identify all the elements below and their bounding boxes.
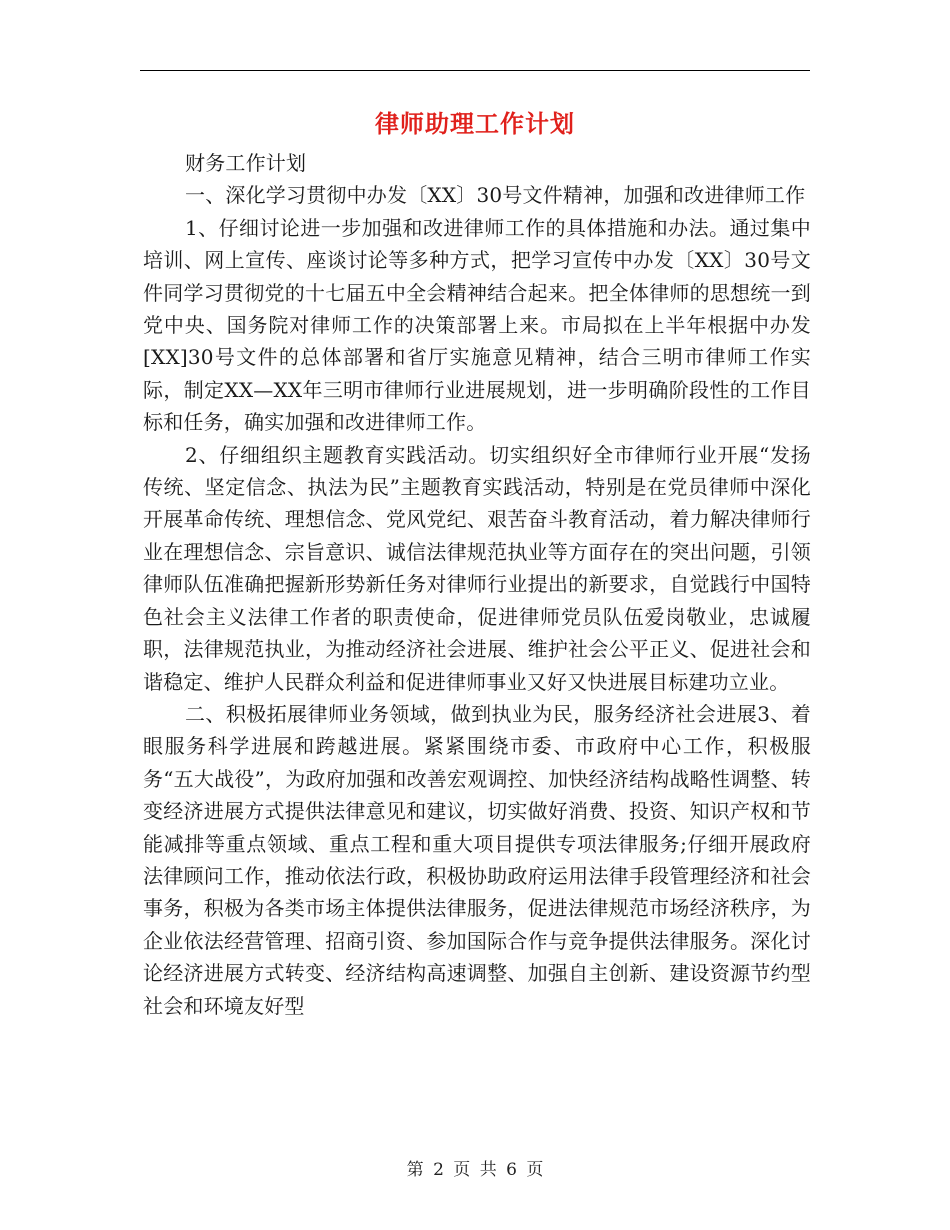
- header-rule: [140, 70, 810, 71]
- document-title: 律师助理工作计划: [375, 109, 575, 138]
- paragraph-heading-two: 二、积极拓展律师业务领域，做到执业为民，服务经济社会进展3、着眼服务科学进展和跨越进展。紧紧围绕市委、市政府中心工作，积极服务“五大战役”，为政府加强和改善宏观调控、加快经济结构战略性调整、转变经济进展方式提供法律意见和建议，切实做好消费、投资、知识产权和节能减排等重点领域、重点工程和重大项目提供专项法律服务;仔细开展政府法律顾问工作，推动依法行政，积极协助政府运用法律手段管理经济和社会事务，积极为各类市场主体提供法律服务，促进法律规范市场经济秩序，为企业依法经营管理、招商引资、参加国际合作与竞争提供法律服务。深化讨论经济进展方式转变、经济结构高速调整、加强自主创新、建设资源节约型社会和环境友好型: [143, 701, 811, 1018]
- page-number-footer: 第 2 页 共 6 页: [406, 1160, 544, 1180]
- paragraph-item-one: 1、仔细讨论进一步加强和改进律师工作的具体措施和办法。通过集中培训、网上宣传、座谈讨论等多种方式，把学习宣传中办发〔XX〕30号文件同学习贯彻党的十七届五中全会精神结合起来。把全体律师的思想统一到党中央、国务院对律师工作的决策部署上来。市局拟在上半年根据中办发[XX]30号文件的总体部署和省厅实施意见精神，结合三明市律师工作实际，制定XX—XX年三明市律师行业进展规划，进一步明确阶段性的工作目标和任务，确实加强和改进律师工作。: [143, 215, 811, 435]
- paragraph-section-label: 财务工作计划: [185, 151, 307, 175]
- paragraph-heading-one: 一、深化学习贯彻中办发〔XX〕30号文件精神，加强和改进律师工作: [185, 183, 806, 208]
- paragraph-item-two: 2、仔细组织主题教育实践活动。切实组织好全市律师行业开展“发扬传统、坚定信念、执法为民”主题教育实践活动，特别是在党员律师中深化开展革命传统、理想信念、党风党纪、艰苦奋斗教育活动，着力解决律师行业在理想信念、宗旨意识、诚信法律规范执业等方面存在的突出问题，引领律师队伍准确把握新形势新任务对律师行业提出的新要求，自觉践行中国特色社会主义法律工作者的职责使命，促进律师党员队伍爱岗敬业，忠诚履职，法律规范执业，为推动经济社会进展、维护社会公平正义、促进社会和谐稳定、维护人民群众利益和促进律师事业又好又快进展目标建功立业。: [143, 442, 811, 694]
- document-body: [143, 147, 811, 1022]
